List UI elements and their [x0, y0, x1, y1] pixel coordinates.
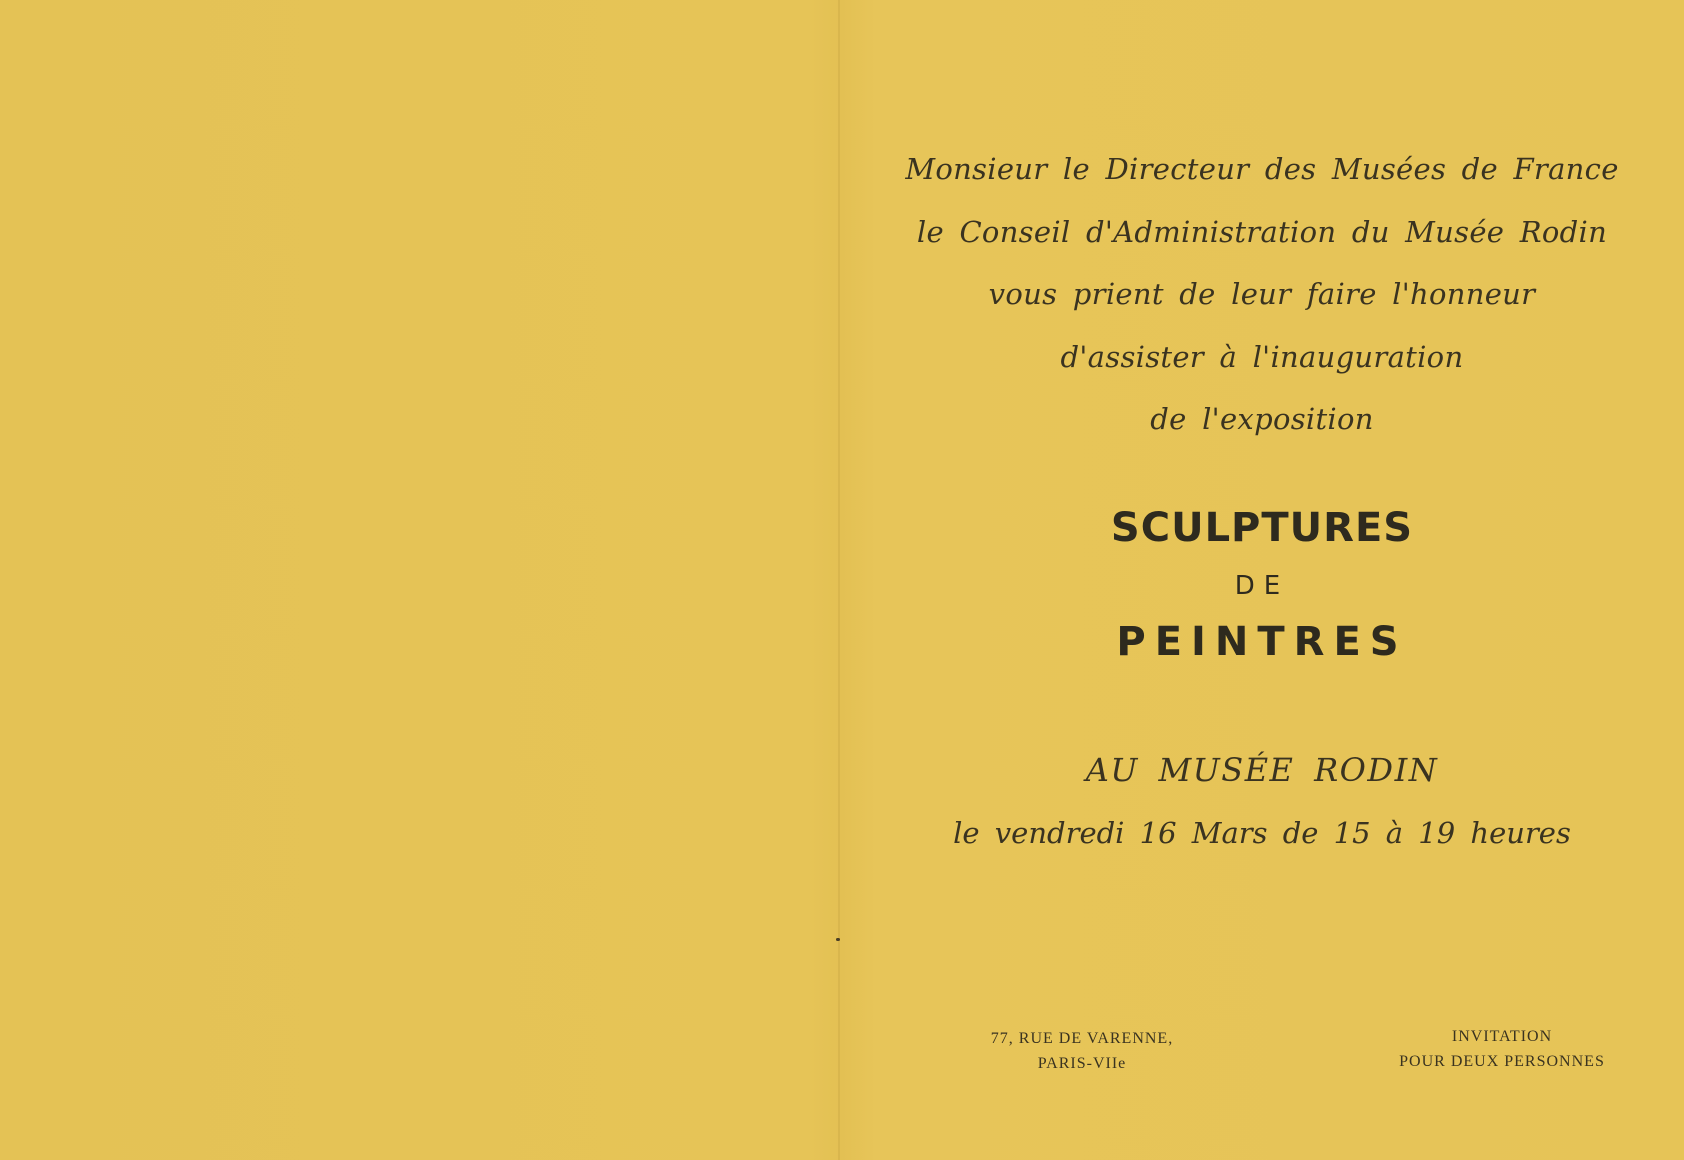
title-line-peintres: PEINTRES [1116, 619, 1408, 665]
admission-line-1: INVITATION [1451, 1028, 1553, 1045]
intro-line: Monsieur le Directeur des Musées de France [905, 152, 1619, 186]
left-blank-panel [0, 0, 838, 1160]
museum-address [952, 1026, 1212, 1076]
address-street: 77, RUE DE VARENNE, [990, 1030, 1174, 1047]
venue-place: AU MUSÉE RODIN [1085, 751, 1439, 789]
intro-line: le Conseil d'Administration du Musée Rodin [916, 214, 1608, 249]
right-text-panel [840, 0, 1684, 1160]
intro-line: vous prient de leur faire l'honneur [988, 277, 1536, 311]
venue-details [840, 738, 1684, 864]
address-city: PARIS-VIIe [1037, 1055, 1127, 1072]
intro-text [840, 138, 1684, 451]
intro-line: de l'exposition [1150, 402, 1374, 436]
title-line-de: DE [1234, 571, 1290, 601]
intro-line: d'assister à l'inauguration [1060, 339, 1464, 374]
admission-line-2: POUR DEUX PERSONNES [1399, 1053, 1605, 1070]
exhibition-title [840, 498, 1684, 670]
event-date: le vendredi 16 Mars de 15 à 19 heures [953, 816, 1571, 850]
title-line-sculptures: SCULPTURES [1110, 505, 1414, 551]
admission-note [1360, 1024, 1644, 1074]
